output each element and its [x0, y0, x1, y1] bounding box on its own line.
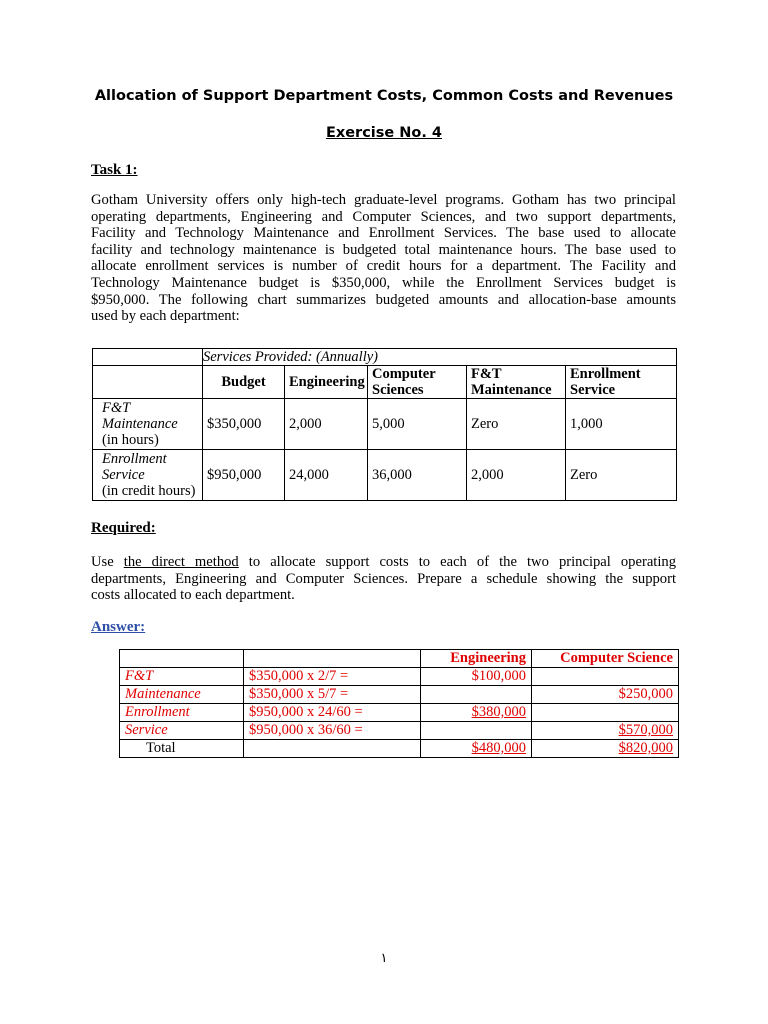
row-label: Maintenance [120, 686, 244, 704]
row-label [93, 399, 203, 450]
required-line: costs allocated to each department. [91, 587, 295, 604]
calc-cell: $950,000 x 36/60 = [244, 722, 421, 740]
task-line: facility and technology maintenance is budgeted total maintenance hours. The base used to [91, 241, 676, 258]
row-label-unit: (in credit hours) [102, 483, 196, 499]
page-number: ١ [380, 950, 388, 965]
header-line: F&T [471, 366, 502, 382]
cs-cell [532, 668, 679, 686]
engineering-cell: $100,000 [421, 668, 532, 686]
cell-value: $950,000 [203, 450, 285, 501]
table-row [93, 399, 677, 450]
cs-total: $820,000 [532, 740, 679, 758]
header-line: Maintenance [471, 382, 552, 398]
document-title: Allocation of Support Department Costs, Common Costs and Revenues [94, 88, 674, 104]
header-line: Sciences [372, 382, 424, 398]
cell-value: 24,000 [285, 450, 368, 501]
required-text: to allocate support costs to each of the two principal operating [238, 554, 676, 570]
header-line: Service [570, 382, 616, 398]
cs-cell: $570,000 [532, 722, 679, 740]
row-label-line: Service [102, 467, 145, 483]
required-line: departments, Engineering and Computer Sciences. Prepare a schedule showing the support [91, 570, 676, 587]
task-line: Technology Maintenance budget is $350,000, while the Enrollment Services budget is [91, 274, 676, 291]
header-line: Computer [372, 366, 436, 382]
engineering-total: $480,000 [421, 740, 532, 758]
cell-value: Zero [467, 399, 566, 450]
total-row [120, 740, 679, 758]
table-caption: Services Provided: (Annually) [203, 349, 677, 366]
task-line: $950,000. The following chart summarizes budgeted amounts and allocation-base amounts [91, 291, 676, 308]
calc-cell: $350,000 x 5/7 = [244, 686, 421, 704]
row-label-line: Enrollment [102, 451, 167, 467]
calc-cell [244, 740, 421, 758]
table-row [120, 686, 679, 704]
table-row [120, 668, 679, 686]
row-label: F&T [120, 668, 244, 686]
cell-value: 2,000 [285, 399, 368, 450]
row-label: Enrollment [120, 704, 244, 722]
services-table [92, 348, 677, 501]
direct-method-term: the direct method [123, 554, 239, 570]
header-ft-maintenance [467, 366, 566, 399]
task-line: used by each department: [91, 308, 240, 325]
allocation-table [119, 649, 679, 758]
label-header-cell [120, 650, 244, 668]
engineering-cell [421, 722, 532, 740]
cell-value: Zero [566, 450, 677, 501]
task-line: allocate enrollment services is number of credit hours for a department. The Facility and [91, 258, 676, 275]
row-label-header [93, 366, 203, 399]
cs-cell [532, 704, 679, 722]
engineering-cell: $380,000 [421, 704, 532, 722]
required-heading: Required: [91, 520, 156, 536]
required-text: Use [91, 554, 124, 570]
table-row [93, 450, 677, 501]
cell-value: $350,000 [203, 399, 285, 450]
cell-value: 5,000 [368, 399, 467, 450]
table-row [120, 722, 679, 740]
task-paragraph [91, 192, 676, 325]
header-computer-sciences [368, 366, 467, 399]
header-enrollment-service [566, 366, 677, 399]
row-label [93, 450, 203, 501]
task-line: operating departments, Engineering and Computer Sciences, and two support departments, [91, 208, 676, 225]
task-line: Gotham University offers only high-tech graduate-level programs. Gotham has two principal [91, 192, 676, 208]
table-corner-cell [93, 349, 203, 366]
header-budget: Budget [203, 366, 285, 399]
cell-value: 1,000 [566, 399, 677, 450]
cell-value: 36,000 [368, 450, 467, 501]
header-engineering: Engineering [421, 650, 532, 668]
header-computer-science: Computer Science [532, 650, 679, 668]
task-line: Facility and Technology Maintenance and Enrollment Services. The base used to allocate [91, 225, 676, 242]
task-heading: Task 1: [91, 162, 138, 178]
row-label-line: F&T [102, 400, 131, 416]
row-label: Service [120, 722, 244, 740]
exercise-number: Exercise No. 4 [325, 125, 443, 141]
total-label: Total [120, 740, 244, 758]
header-line: Enrollment [570, 366, 641, 382]
required-paragraph [91, 554, 676, 604]
cell-value: 2,000 [467, 450, 566, 501]
header-engineering: Engineering [285, 366, 368, 399]
calc-cell: $350,000 x 2/7 = [244, 668, 421, 686]
row-label-unit: (in hours) [102, 432, 159, 448]
engineering-cell [421, 686, 532, 704]
calc-cell: $950,000 x 24/60 = [244, 704, 421, 722]
cs-cell: $250,000 [532, 686, 679, 704]
answer-heading: Answer: [91, 619, 146, 635]
required-line [91, 554, 676, 571]
table-row [120, 704, 679, 722]
row-label-line: Maintenance [102, 416, 178, 432]
calc-header-cell [244, 650, 421, 668]
